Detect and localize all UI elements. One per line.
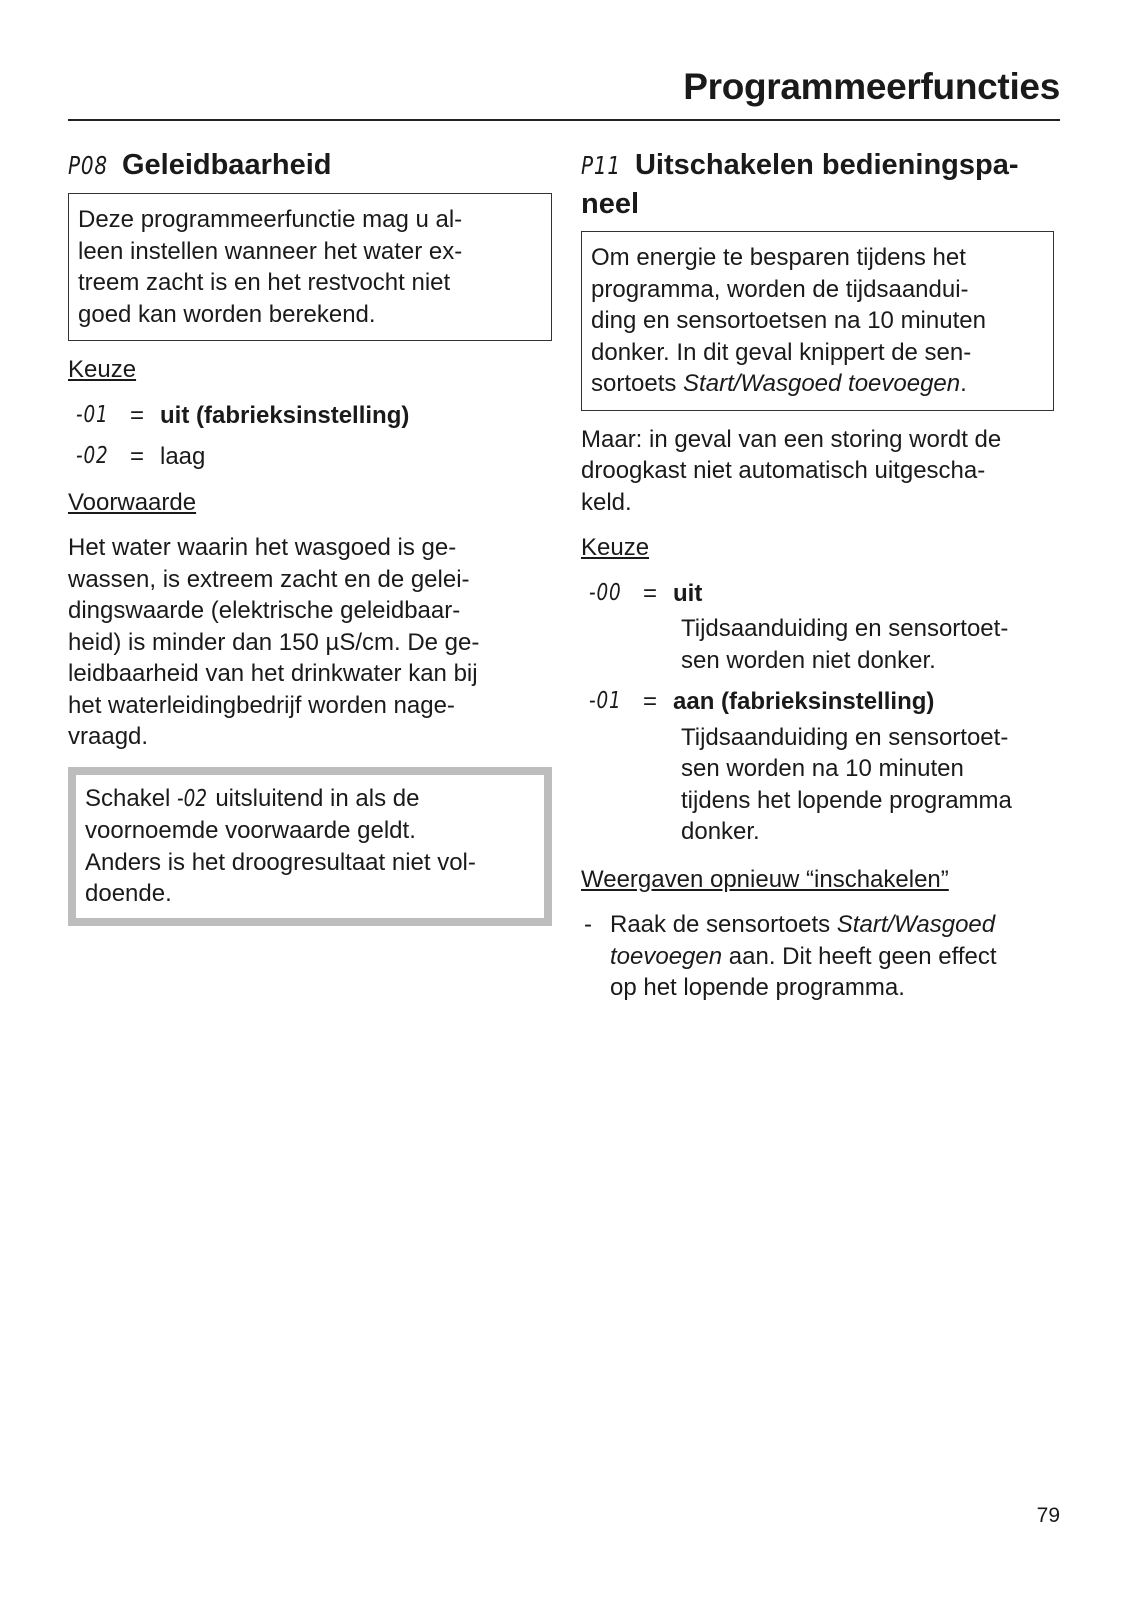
section-title-p08 — [68, 146, 552, 185]
warning-box — [68, 767, 552, 926]
option-label: uit (fabrieksinstelling) — [160, 401, 410, 429]
text-line: droogkast niet automatisch uitgescha- — [581, 457, 986, 484]
notice-box — [68, 193, 552, 341]
notice-line: Om energie te besparen tijdens het — [591, 244, 966, 271]
warning-rest: uitsluitend in als de — [215, 784, 420, 812]
instruction-step — [581, 909, 1065, 1004]
text-line: dingswaarde (elektrische geleidbaar- — [68, 597, 461, 624]
text-line: doende. — [85, 880, 172, 907]
text-line: Maar: in geval van een storing wordt de — [581, 425, 1002, 453]
option-row — [68, 441, 552, 473]
text-line: voornoemde voorwaarde geldt. — [85, 817, 416, 844]
option-row — [68, 400, 552, 432]
text-line: sen worden na 10 minuten — [681, 755, 964, 782]
option-equals: = — [643, 688, 658, 715]
option-equals: = — [643, 579, 658, 607]
notice-text: . — [960, 370, 967, 397]
text-line: Het water waarin het wasgoed is ge- — [68, 534, 457, 561]
step-text-part: op het lopende programma. — [610, 974, 905, 1001]
notice-line: ding en sensortoetsen na 10 minuten — [591, 307, 986, 334]
right-column — [581, 146, 1065, 1004]
section-code: P11 — [581, 151, 621, 180]
warning-text — [76, 775, 544, 918]
notice-line: leen instellen wanneer het water ex- — [78, 237, 463, 265]
text-line: heid) is minder dan 150 µS/cm. De ge- — [68, 628, 480, 656]
step-key-name: toevoegen — [610, 942, 723, 970]
text-line: het waterleidingbedrijf worden nage- — [68, 691, 455, 719]
section-code: P08 — [68, 151, 108, 180]
text-line: keld. — [581, 488, 632, 516]
step-text-part: aan. Dit heeft geen effect — [722, 942, 997, 970]
notice-line — [591, 368, 1044, 400]
option-code: -00 — [589, 579, 622, 606]
notice-line: Deze programmeerfunctie mag u al- — [78, 206, 463, 233]
option-equals: = — [130, 443, 145, 470]
notice-line: goed kan worden berekend. — [78, 300, 376, 328]
page-number: 79 — [1036, 1504, 1060, 1527]
text-line: wassen, is extreem zacht en de gelei- — [68, 565, 470, 593]
notice-key-name: Start/Wasgoed toevoegen — [683, 370, 961, 397]
page-header-title: Programmeerfuncties — [683, 66, 1060, 107]
step-text — [610, 909, 1065, 1004]
notice-line: donker. In dit geval knippert de sen- — [591, 338, 972, 366]
notice-line: treem zacht is en het restvocht niet — [78, 269, 451, 296]
text-line: vraagd. — [68, 723, 149, 750]
text-line: Anders is het droogresultaat niet vol- — [85, 848, 476, 876]
voorwaarde-text — [68, 532, 552, 753]
option-description — [581, 722, 1065, 848]
text-line: sen worden niet donker. — [681, 646, 936, 674]
option-description — [581, 613, 1065, 676]
header-divider — [68, 119, 1060, 121]
warning-prefix: Schakel — [85, 784, 171, 812]
step-key-name: Start/Wasgoed — [836, 911, 996, 938]
keuze-heading: Keuze — [68, 356, 137, 383]
warning-code: -02 — [177, 785, 208, 812]
option-label: aan (fabrieksinstelling) — [673, 688, 935, 715]
option-label: uit — [673, 579, 703, 607]
voorwaarde-heading: Voorwaarde — [68, 488, 197, 516]
section-title-text: Uitschakelen bedieningspa- — [634, 149, 1019, 181]
text-line: tijdens het lopende programma — [681, 786, 1012, 814]
option-code: -01 — [589, 688, 622, 714]
option-label: laag — [160, 443, 206, 470]
text-line: Tijdsaanduiding en sensortoet- — [681, 615, 1009, 642]
left-column — [68, 146, 552, 926]
step-text-part: Raak de sensortoets — [610, 911, 837, 938]
section-title-p11 — [581, 146, 1065, 223]
option-equals: = — [130, 401, 145, 429]
option-code: -01 — [76, 401, 109, 428]
notice-line: programma, worden de tijdsaandui- — [591, 275, 969, 303]
notice-text: sortoets — [591, 370, 684, 397]
option-row — [581, 686, 1065, 718]
option-row — [581, 578, 1065, 610]
maar-text — [581, 424, 1065, 519]
section-title-text: Geleidbaarheid — [121, 149, 332, 181]
section-title-text: neel — [581, 188, 640, 220]
text-line: leidbaarheid van het drinkwater kan bij — [68, 660, 478, 687]
option-code: -02 — [76, 443, 109, 469]
text-line: donker. — [681, 818, 760, 845]
text-line: Tijdsaanduiding en sensortoet- — [681, 723, 1009, 751]
keuze-heading: Keuze — [581, 534, 650, 561]
step-dash: - — [584, 911, 592, 938]
weergaven-heading: Weergaven opnieuw “inschakelen” — [581, 865, 949, 893]
text-line — [85, 783, 535, 816]
notice-box — [581, 231, 1054, 411]
